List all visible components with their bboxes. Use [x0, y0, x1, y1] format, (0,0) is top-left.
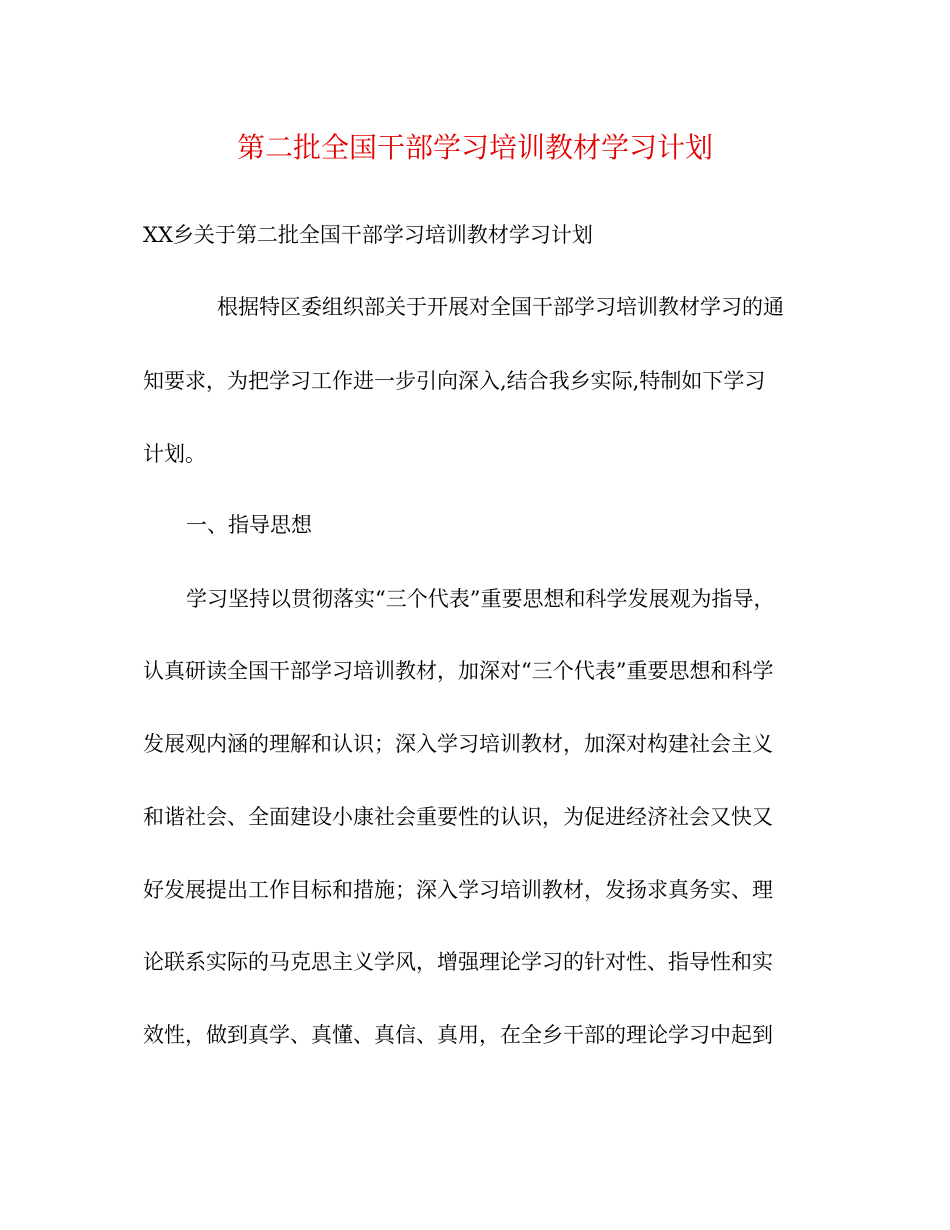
paragraph-line: 和谐社会、全面建设小康社会重要性的认识，为促进经济社会又快又 [143, 805, 773, 829]
paragraph-line: 好发展提出工作目标和措施；深入学习培训教材，发扬求真务实、理 [143, 878, 773, 902]
paragraph-line: 知要求，为把学习工作进一步引向深入,结合我乡实际,特制如下学习 [143, 369, 766, 393]
paragraph-line: 论联系实际的马克思主义学风，增强理论学习的针对性、指导性和实 [143, 950, 773, 974]
document-subtitle: XX乡关于第二批全国干部学习培训教材学习计划 [143, 223, 593, 247]
paragraph-line: 学习坚持以贯彻落实“三个代表”重要思想和科学发展观为指导， [186, 587, 775, 611]
paragraph-line: 计划。 [143, 442, 206, 466]
section-heading: 一、指导思想 [186, 513, 312, 537]
document-title: 第二批全国干部学习培训教材学习计划 [236, 131, 713, 164]
paragraph-line: 发展观内涵的理解和认识；深入学习培训教材，加深对构建社会主义 [143, 732, 773, 756]
paragraph-line: 效性，做到真学、真懂、真信、真用，在全乡干部的理论学习中起到 [143, 1023, 773, 1047]
paragraph-line: 认真研读全国干部学习培训教材，加深对“三个代表”重要思想和科学 [143, 659, 774, 683]
paragraph-line: 根据特区委组织部关于开展对全国干部学习培训教材学习的通 [217, 295, 784, 319]
